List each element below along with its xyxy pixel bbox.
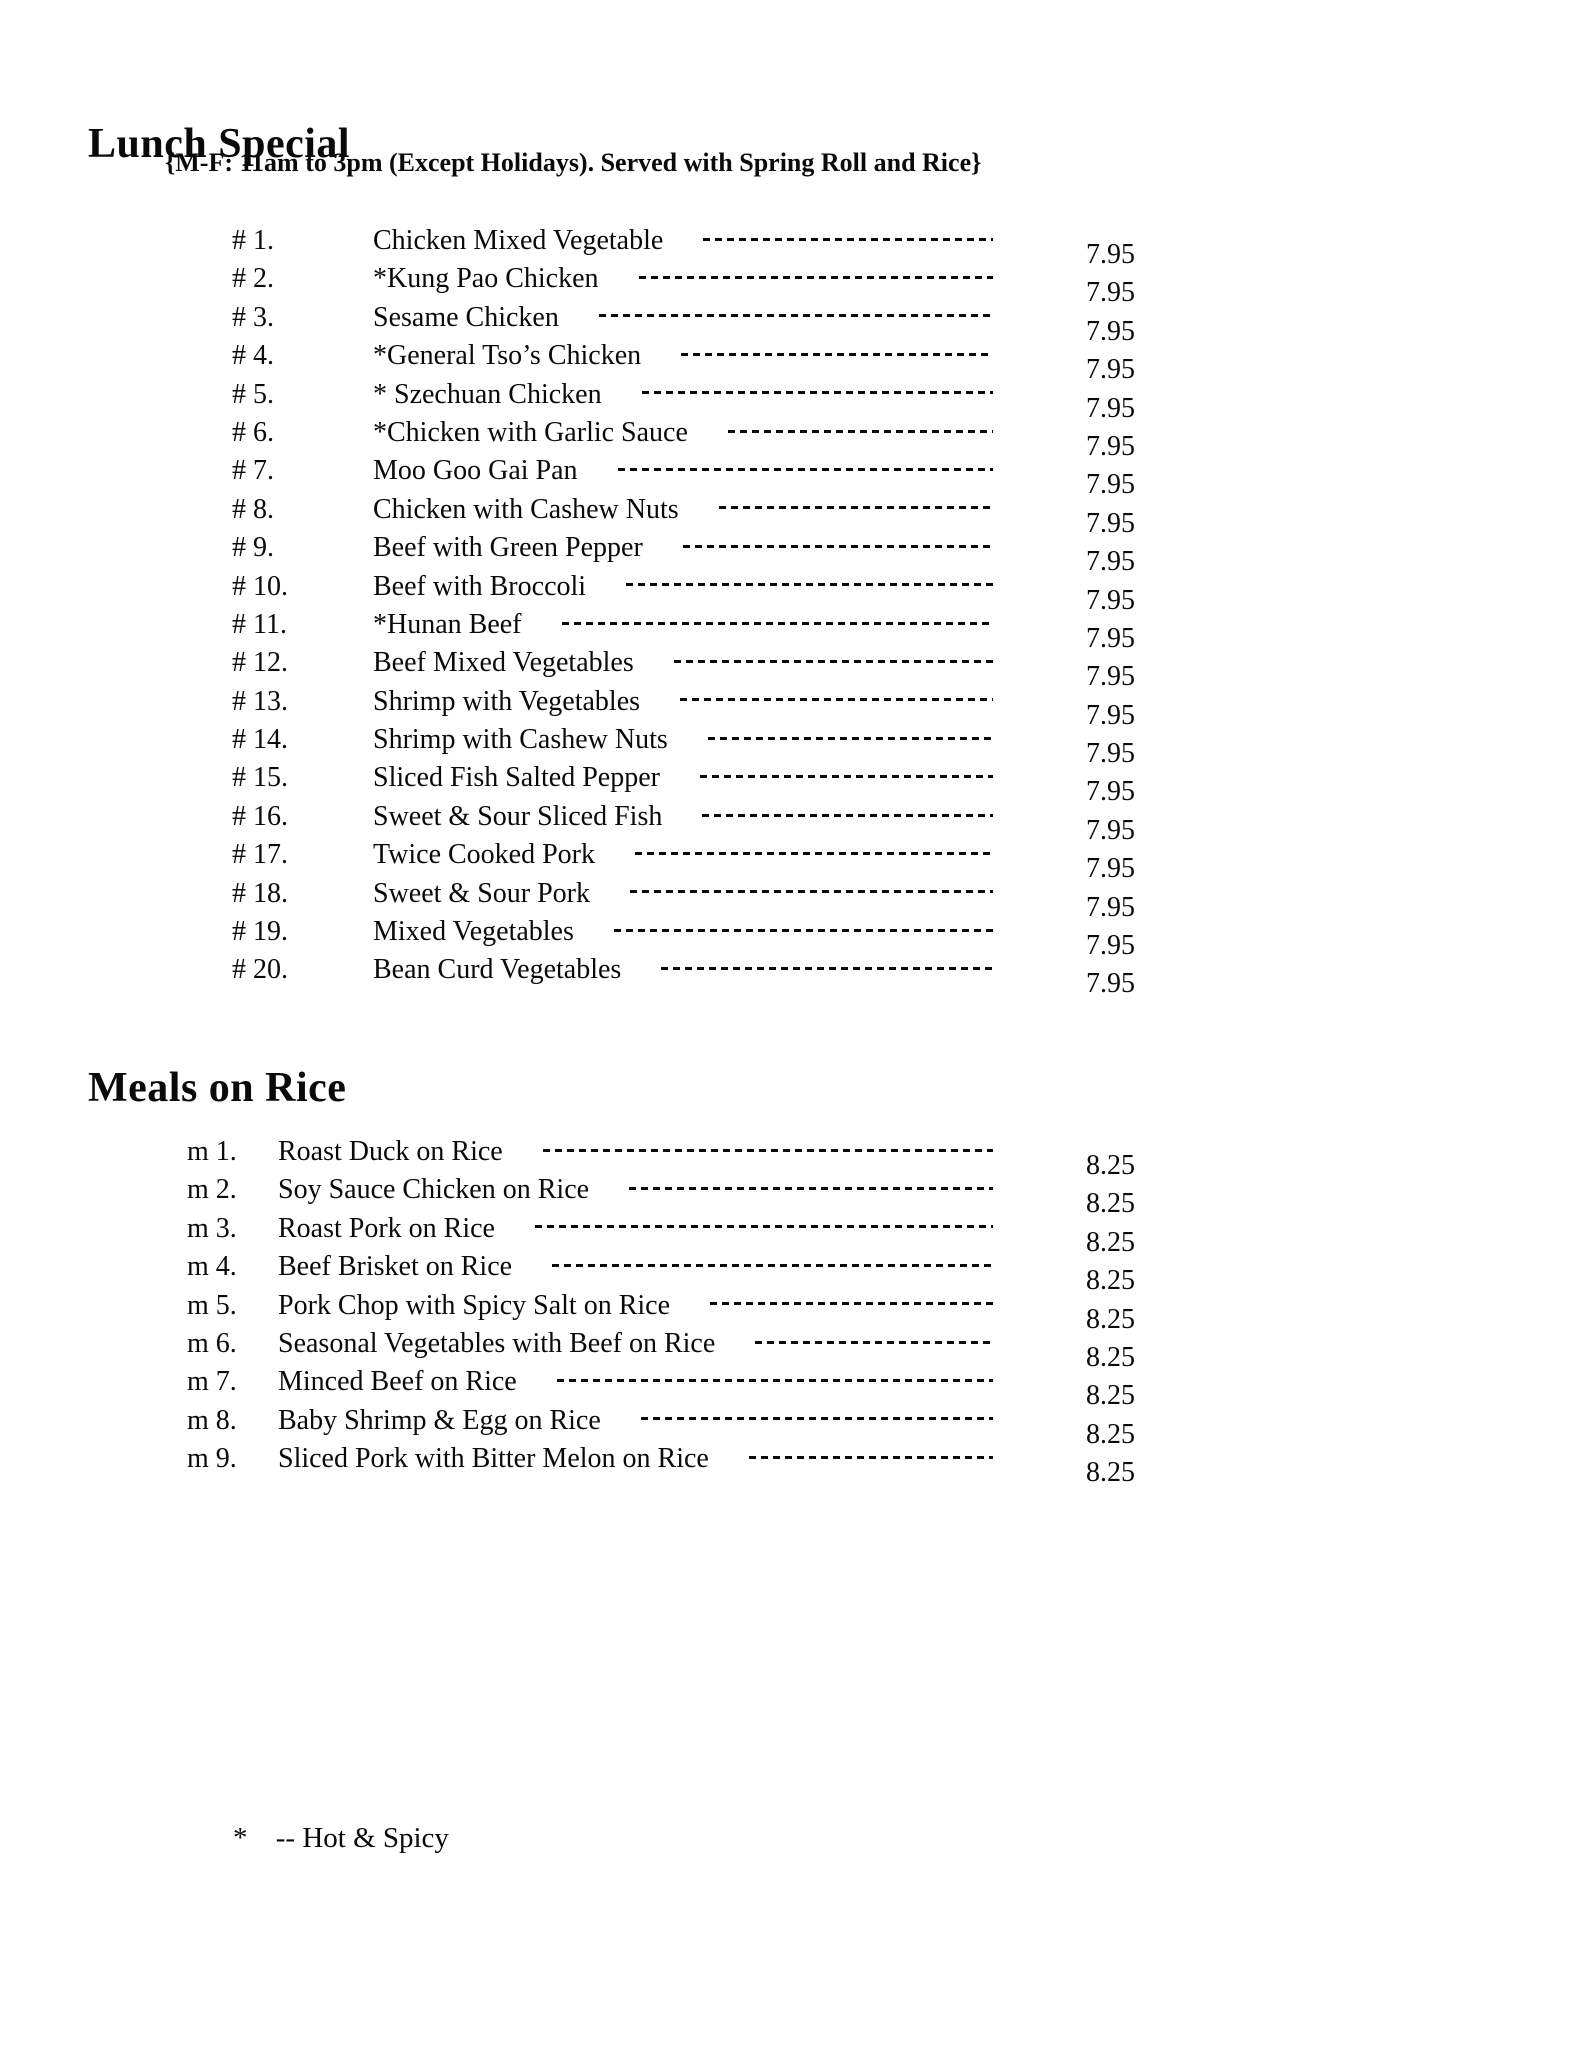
item-name: *Chicken with Garlic Sauce xyxy=(373,416,688,448)
menu-item-row xyxy=(232,222,1150,270)
item-number: # 10. xyxy=(232,570,288,602)
dotted-leader xyxy=(641,1417,993,1420)
dotted-leader xyxy=(681,353,993,356)
item-name: Twice Cooked Pork xyxy=(373,839,596,871)
dotted-leader xyxy=(702,814,993,817)
item-name: Soy Sauce Chicken on Rice xyxy=(278,1174,590,1206)
item-number: m 5. xyxy=(187,1289,237,1321)
item-number: # 8. xyxy=(232,493,274,525)
menu-item-row xyxy=(187,1363,1150,1412)
menu-item-row xyxy=(232,337,1150,386)
item-name: Minced Beef on Rice xyxy=(278,1366,517,1398)
item-name: Shrimp with Cashew Nuts xyxy=(373,724,668,756)
menu-item-row xyxy=(232,951,1150,1000)
item-name: Beef Mixed Vegetables xyxy=(373,647,634,679)
item-number: # 9. xyxy=(232,532,274,564)
item-price: 8.25 xyxy=(1086,1150,1135,1181)
item-price: 7.95 xyxy=(1086,584,1135,616)
dotted-leader xyxy=(674,660,993,663)
menu-item-row xyxy=(232,376,1150,424)
dotted-leader xyxy=(562,622,993,625)
item-name: Pork Chop with Spicy Salt on Rice xyxy=(278,1289,670,1321)
menu-item-row xyxy=(187,1171,1150,1220)
item-number: # 2. xyxy=(232,263,274,295)
item-name: Roast Duck on Rice xyxy=(278,1136,503,1167)
item-price: 7.95 xyxy=(1086,661,1135,693)
item-price: 7.95 xyxy=(1086,699,1135,731)
item-number: m 2. xyxy=(187,1174,237,1206)
dotted-leader xyxy=(642,391,993,394)
item-name: Beef with Green Pepper xyxy=(373,532,643,564)
item-name: *Hunan Beef xyxy=(373,608,522,640)
item-number: m 7. xyxy=(187,1366,237,1398)
item-name: * Szechuan Chicken xyxy=(373,378,602,410)
item-number: # 13. xyxy=(232,685,288,717)
item-name: Moo Goo Gai Pan xyxy=(373,455,578,487)
item-name: Beef with Broccoli xyxy=(373,570,587,602)
item-number: # 7. xyxy=(232,455,274,487)
menu-item-row xyxy=(187,1210,1150,1258)
menu-item-row xyxy=(187,1287,1150,1335)
asterisk-symbol: * xyxy=(233,1822,248,1854)
item-price: 7.95 xyxy=(1086,239,1135,270)
meals-on-rice-list xyxy=(187,1133,1150,1489)
item-price: 7.95 xyxy=(1086,891,1135,923)
menu-item-row xyxy=(232,913,1150,962)
menu-item-row xyxy=(232,452,1150,501)
item-price: 8.25 xyxy=(1086,1380,1135,1412)
dotted-leader xyxy=(635,852,993,855)
item-name: Sesame Chicken xyxy=(373,301,559,333)
item-price: 7.95 xyxy=(1086,968,1135,1000)
item-price: 7.95 xyxy=(1086,315,1135,347)
dotted-leader xyxy=(639,276,993,279)
item-number: m 4. xyxy=(187,1251,237,1283)
menu-item-row xyxy=(232,683,1150,731)
item-name: *Kung Pao Chicken xyxy=(373,263,599,295)
item-name: Bean Curd Vegetables xyxy=(373,954,622,986)
dotted-leader xyxy=(683,545,993,548)
item-price: 7.95 xyxy=(1086,354,1135,386)
item-name: Baby Shrimp & Egg on Rice xyxy=(278,1404,601,1436)
item-number: m 6. xyxy=(187,1327,237,1359)
item-price: 7.95 xyxy=(1086,546,1135,578)
item-number: # 14. xyxy=(232,724,288,756)
dotted-leader xyxy=(708,737,993,740)
item-name: Shrimp with Vegetables xyxy=(373,685,641,717)
menu-item-row xyxy=(232,836,1150,885)
item-number: # 11. xyxy=(232,608,287,640)
dotted-leader xyxy=(599,314,993,317)
footnote-text: -- Hot & Spicy xyxy=(275,1822,449,1854)
item-name: Seasonal Vegetables with Beef on Rice xyxy=(278,1327,716,1359)
item-name: Chicken Mixed Vegetable xyxy=(373,225,664,256)
item-price: 7.95 xyxy=(1086,469,1135,501)
item-price: 8.25 xyxy=(1086,1226,1135,1258)
item-number: # 19. xyxy=(232,916,288,948)
item-number: # 17. xyxy=(232,839,288,871)
menu-item-row xyxy=(232,759,1150,808)
item-number: # 16. xyxy=(232,800,288,832)
item-price: 7.95 xyxy=(1086,853,1135,885)
dotted-leader xyxy=(543,1149,993,1152)
item-number: # 20. xyxy=(232,954,288,986)
dotted-leader xyxy=(535,1225,993,1228)
dotted-leader xyxy=(629,1187,993,1190)
item-name: Roast Pork on Rice xyxy=(278,1212,495,1244)
item-number: # 6. xyxy=(232,416,274,448)
lunch-special-heading: Lunch Special xyxy=(88,121,351,168)
dotted-leader xyxy=(749,1456,993,1459)
menu-item-row xyxy=(232,260,1150,309)
dotted-leader xyxy=(557,1379,993,1382)
lunch-special-subtitle: {M-F: 11am to 3pm (Except Holidays). Served with Spring Roll and Rice} xyxy=(165,148,982,177)
menu-item-row xyxy=(187,1440,1150,1489)
item-price: 7.95 xyxy=(1086,507,1135,539)
dotted-leader xyxy=(626,583,993,586)
item-price: 7.95 xyxy=(1086,430,1135,462)
item-number: m 8. xyxy=(187,1404,237,1436)
menu-item-row xyxy=(232,606,1150,654)
item-name: Sliced Fish Salted Pepper xyxy=(373,762,660,794)
menu-item-row xyxy=(187,1133,1150,1181)
item-price: 8.25 xyxy=(1086,1341,1135,1373)
item-number: # 18. xyxy=(232,877,288,909)
item-price: 8.25 xyxy=(1086,1457,1135,1489)
menu-item-row xyxy=(187,1248,1150,1297)
item-name: Chicken with Cashew Nuts xyxy=(373,493,679,525)
item-name: Mixed Vegetables xyxy=(373,916,574,948)
menu-item-row xyxy=(232,875,1150,923)
menu-item-row xyxy=(232,414,1150,462)
dotted-leader xyxy=(630,890,993,893)
item-number: m 1. xyxy=(187,1136,237,1167)
dotted-leader xyxy=(755,1341,993,1344)
item-price: 8.25 xyxy=(1086,1303,1135,1335)
item-price: 8.25 xyxy=(1086,1265,1135,1297)
item-number: m 3. xyxy=(187,1212,237,1244)
item-name: Sweet & Sour Sliced Fish xyxy=(373,800,663,832)
item-price: 7.95 xyxy=(1086,930,1135,962)
menu-item-row xyxy=(187,1325,1150,1373)
hot-and-spicy-footnote xyxy=(233,1822,449,1855)
menu-item-row xyxy=(232,568,1150,616)
item-price: 7.95 xyxy=(1086,622,1135,654)
item-price: 7.95 xyxy=(1086,776,1135,808)
dotted-leader xyxy=(728,430,993,433)
dotted-leader xyxy=(703,238,993,241)
dotted-leader xyxy=(614,929,993,932)
item-number: # 12. xyxy=(232,647,288,679)
item-number: # 4. xyxy=(232,340,274,372)
dotted-leader xyxy=(710,1302,993,1305)
item-number: # 3. xyxy=(232,301,274,333)
meals-on-rice-heading: Meals on Rice xyxy=(88,1065,347,1112)
item-price: 7.95 xyxy=(1086,738,1135,770)
item-number: # 15. xyxy=(232,762,288,794)
item-number: m 9. xyxy=(187,1443,237,1475)
dotted-leader xyxy=(700,775,993,778)
item-name: Sliced Pork with Bitter Melon on Rice xyxy=(278,1443,709,1475)
item-price: 7.95 xyxy=(1086,392,1135,424)
item-name: Beef Brisket on Rice xyxy=(278,1251,513,1283)
item-name: Sweet & Sour Pork xyxy=(373,877,590,909)
item-number: # 1. xyxy=(232,225,274,256)
menu-item-row xyxy=(232,491,1150,539)
menu-item-row xyxy=(232,299,1150,347)
item-price: 8.25 xyxy=(1086,1188,1135,1220)
menu-item-row xyxy=(232,721,1150,770)
menu-item-row xyxy=(232,798,1150,846)
item-price: 8.25 xyxy=(1086,1418,1135,1450)
dotted-leader xyxy=(661,967,993,970)
menu-item-row xyxy=(232,529,1150,578)
dotted-leader xyxy=(552,1264,993,1267)
item-name: *General Tso’s Chicken xyxy=(373,340,642,372)
menu-item-row xyxy=(232,644,1150,693)
dotted-leader xyxy=(618,468,993,471)
dotted-leader xyxy=(680,698,993,701)
item-number: # 5. xyxy=(232,378,274,410)
menu-item-row xyxy=(187,1402,1150,1450)
lunch-special-list xyxy=(232,222,1150,1000)
item-price: 7.95 xyxy=(1086,814,1135,846)
item-price: 7.95 xyxy=(1086,277,1135,309)
dotted-leader xyxy=(719,506,993,509)
